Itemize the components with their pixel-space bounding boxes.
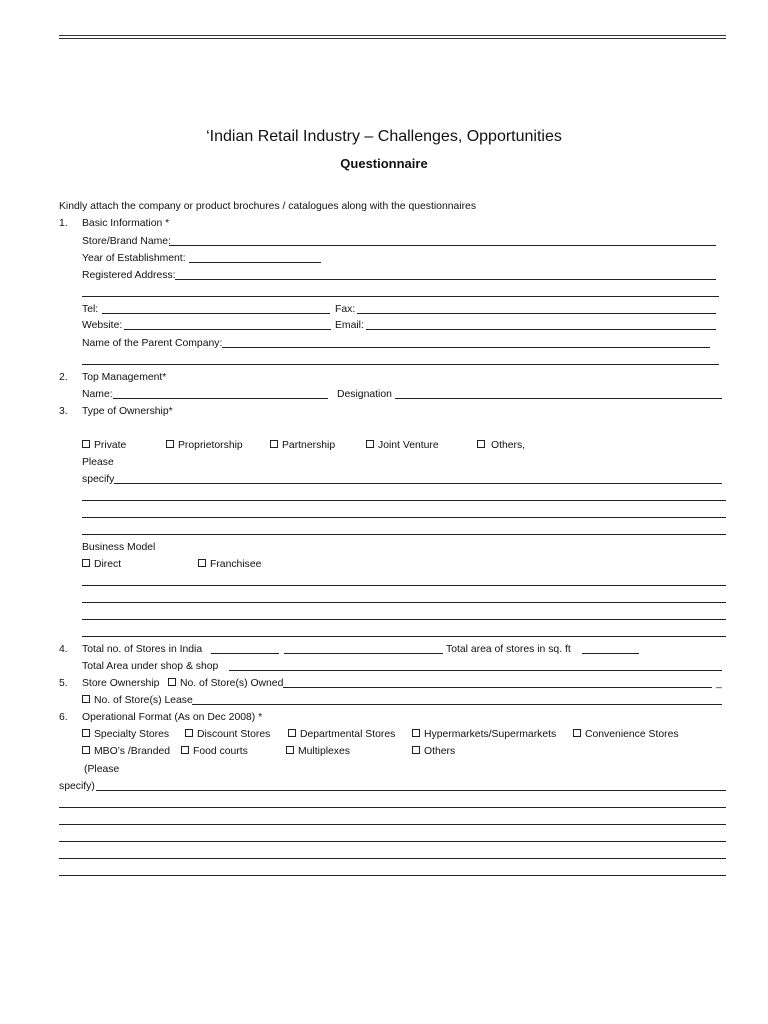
year-label: Year of Establishment: [82, 253, 186, 264]
total-area-shop-field[interactable] [229, 670, 722, 671]
format-option-hypermarkets[interactable] [412, 729, 556, 741]
section-3-heading: Type of Ownership* [82, 406, 173, 417]
format-option-mbo[interactable] [82, 746, 170, 758]
designation-label: Designation [337, 389, 392, 400]
section-1-heading: Basic Information * [82, 218, 170, 229]
section-1-number: 1. [59, 218, 68, 229]
ownership-option-partnership[interactable] [270, 440, 335, 452]
option-label: Multiplexes [298, 746, 350, 757]
business-model-option-franchisee[interactable] [198, 559, 261, 571]
header-rule-bottom [59, 38, 726, 39]
business-model-field[interactable] [82, 585, 726, 586]
checkbox[interactable] [270, 440, 278, 448]
format-option-discount[interactable] [185, 729, 270, 741]
checkbox[interactable] [477, 440, 485, 448]
option-label: Hypermarkets/Supermarkets [424, 729, 557, 740]
stores-owned-field[interactable] [283, 687, 712, 688]
ownership-option-private[interactable] [82, 440, 126, 452]
option-label: Proprietorship [178, 440, 243, 451]
format-specify-field-3[interactable] [59, 824, 726, 825]
section-6-heading: Operational Format (As on Dec 2008) * [82, 712, 263, 723]
website-label: Website: [82, 320, 123, 331]
designation-field[interactable] [395, 398, 722, 399]
format-option-others[interactable] [412, 746, 455, 758]
format-specify-field[interactable] [96, 790, 726, 791]
tel-field[interactable] [102, 313, 330, 314]
format-option-convenience[interactable] [573, 729, 679, 741]
year-field[interactable] [189, 262, 321, 263]
option-label: Partnership [282, 440, 336, 451]
stores-owned-option[interactable] [168, 678, 283, 690]
checkbox[interactable] [198, 559, 206, 567]
option-label: Private [94, 440, 127, 451]
address-field-2[interactable] [82, 296, 719, 297]
page-title: ‘Indian Retail Industry – Challenges, Opportunities [206, 128, 562, 145]
checkbox[interactable] [82, 440, 90, 448]
total-stores-label: Total no. of Stores in India [82, 644, 203, 655]
ownership-specify-field-4[interactable] [82, 534, 726, 535]
business-model-option-direct[interactable] [82, 559, 121, 571]
header-rule-top [59, 35, 726, 36]
option-label: MBO’s /Branded [94, 746, 171, 757]
format-specify-field-2[interactable] [59, 807, 726, 808]
section-5-number: 5. [59, 678, 68, 689]
intro-text: Kindly attach the company or product brochures / catalogues along with the questionnaires [59, 201, 477, 212]
checkbox[interactable] [573, 729, 581, 737]
section-3-number: 3. [59, 406, 68, 417]
format-option-food-courts[interactable] [181, 746, 248, 758]
page-subtitle: Questionnaire [340, 156, 428, 171]
option-label: No. of Store(s) Owned [180, 678, 284, 689]
business-model-label: Business Model [82, 542, 156, 553]
option-label: Others, [491, 440, 526, 451]
stores-lease-option[interactable] [82, 695, 193, 707]
total-area-shop-label: Total Area under shop & shop [82, 661, 219, 672]
option-label: No. of Store(s) Lease [94, 695, 193, 706]
format-specify-label: specify) [59, 781, 95, 792]
section-2-heading: Top Management* [82, 372, 167, 383]
total-stores-field-2[interactable] [284, 653, 443, 654]
option-label: Specialty Stores [94, 729, 170, 740]
address-field[interactable] [175, 279, 716, 280]
name-label: Name: [82, 389, 113, 400]
checkbox[interactable] [168, 678, 176, 686]
total-area-field[interactable] [582, 653, 639, 654]
business-model-field-2[interactable] [82, 602, 726, 603]
checkbox[interactable] [288, 729, 296, 737]
format-specify-field-5[interactable] [59, 858, 726, 859]
checkbox[interactable] [82, 729, 90, 737]
total-stores-field[interactable] [211, 653, 279, 654]
ownership-specify-field-2[interactable] [82, 500, 726, 501]
option-label: Discount Stores [197, 729, 271, 740]
ownership-option-proprietorship[interactable] [166, 440, 243, 452]
section-4-number: 4. [59, 644, 68, 655]
option-label: Joint Venture [378, 440, 439, 451]
stores-lease-field[interactable] [192, 704, 722, 705]
email-field[interactable] [366, 329, 716, 330]
business-model-field-4[interactable] [82, 636, 726, 637]
store-brand-label: Store/Brand Name: [82, 236, 171, 247]
checkbox[interactable] [82, 746, 90, 754]
option-label: Convenience Stores [585, 729, 679, 740]
business-model-field-3[interactable] [82, 619, 726, 620]
format-option-multiplexes[interactable] [286, 746, 350, 758]
format-specify-field-4[interactable] [59, 841, 726, 842]
checkbox[interactable] [166, 440, 174, 448]
ownership-specify-field-3[interactable] [82, 517, 726, 518]
ownership-option-joint-venture[interactable] [366, 440, 439, 452]
specify-label: specify [82, 474, 115, 485]
checkbox[interactable] [82, 695, 90, 703]
fax-field[interactable] [357, 313, 716, 314]
checkbox[interactable] [286, 746, 294, 754]
section-2-number: 2. [59, 372, 68, 383]
email-label: Email: [335, 320, 364, 331]
section-6-number: 6. [59, 712, 68, 723]
parent-company-field-2[interactable] [82, 364, 719, 365]
option-label: Direct [94, 559, 122, 570]
checkbox[interactable] [412, 729, 420, 737]
format-please-label: (Please [84, 764, 120, 775]
option-label: Franchisee [210, 559, 262, 570]
format-option-departmental[interactable] [288, 729, 395, 741]
checkbox[interactable] [82, 559, 90, 567]
fax-label: Fax: [335, 304, 356, 315]
ownership-specify-field[interactable] [114, 483, 722, 484]
address-label: Registered Address: [82, 270, 176, 281]
checkbox[interactable] [366, 440, 374, 448]
checkbox[interactable] [185, 729, 193, 737]
please-label: Please [82, 457, 114, 468]
checkbox[interactable] [181, 746, 189, 754]
ownership-option-others[interactable] [477, 440, 525, 452]
parent-company-field[interactable] [222, 347, 710, 348]
option-label: Others [424, 746, 456, 757]
name-field[interactable] [113, 398, 328, 399]
option-label: Food courts [193, 746, 248, 757]
parent-company-label: Name of the Parent Company: [82, 338, 223, 349]
store-ownership-label: Store Ownership [82, 678, 160, 689]
tel-label: Tel: [82, 304, 99, 315]
website-field[interactable] [124, 329, 331, 330]
total-area-label: Total area of stores in sq. ft [446, 644, 571, 655]
stores-owned-tail: _ [716, 678, 722, 689]
format-option-specialty[interactable] [82, 729, 169, 741]
store-brand-field[interactable] [169, 245, 716, 246]
format-specify-field-6[interactable] [59, 875, 726, 876]
checkbox[interactable] [412, 746, 420, 754]
option-label: Departmental Stores [300, 729, 396, 740]
